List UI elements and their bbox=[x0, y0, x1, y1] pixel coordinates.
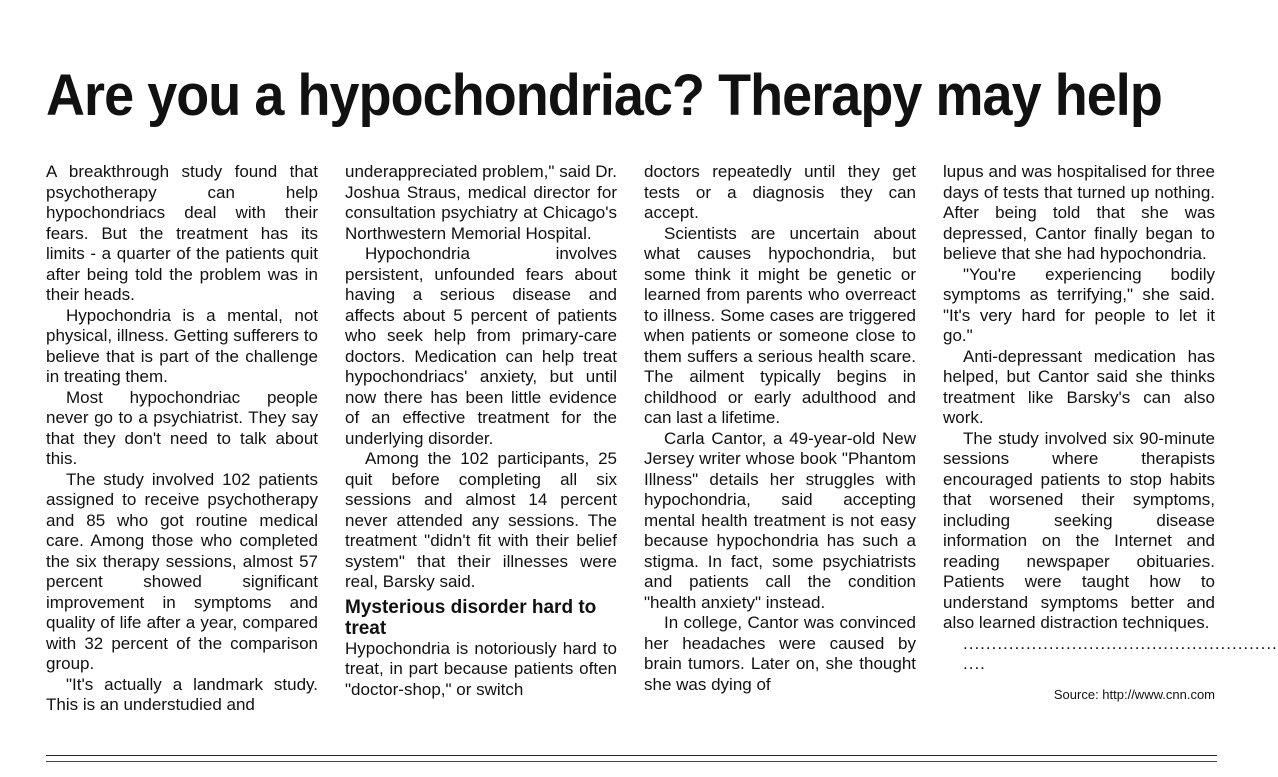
paragraph: "You're experiencing bodily symptoms as terrifying," she said. "It's very hard for people to let it go." bbox=[943, 264, 1215, 345]
article-headline: Are you a hypochondriac? Therapy may help bbox=[46, 63, 1162, 128]
paragraph: Hypochondria is notoriously hard to treat, in part because patients often "doctor-shop," or switch bbox=[345, 638, 617, 699]
article-column-2 bbox=[345, 162, 617, 700]
bottom-rule-secondary bbox=[46, 761, 1217, 762]
paragraph: The study involved six 90-minute sessions where therapists encouraged patients to stop habits that worsened their symptoms, including seeking disease information on the Internet and reading newspaper obituaries. Patients were taught how to understand symptoms better and also learned distraction techniques. bbox=[943, 428, 1215, 632]
paragraph: underappreciated problem," said Dr. Joshua Straus, medical director for consultation psychiatry at Chicago's Northwestern Memorial Hospital. bbox=[345, 162, 617, 243]
paragraph: Anti-depressant medication has helped, but Cantor said she thinks treatment like Barsky's can also work. bbox=[943, 346, 1215, 427]
article-column-3 bbox=[644, 162, 916, 695]
paragraph: Scientists are uncertain about what causes hypochondria, but some think it might be genetic or learned from parents who overreact to illness. Some cases are triggered when patients or someone close to them suffers a serious health scare. The ailment typically begins in childhood or early adulthood and can last a lifetime. bbox=[644, 223, 916, 427]
paragraph: A breakthrough study found that psychotherapy can help hypochondriacs deal with their fears. But the treatment has its limits - a quarter of the patients quit after being told the problem was in their heads. bbox=[46, 162, 318, 304]
bottom-rule bbox=[46, 755, 1217, 756]
paragraph: Hypochondria involves persistent, unfounded fears about having a serious disease and affects about 5 percent of patients who seek help from primary-care doctors. Medication can help treat hypochondriacs' anxiety, but until now there has been little evidence of an effective treatment for the underlying disorder. bbox=[345, 244, 617, 448]
paragraph: doctors repeatedly until they get tests or a diagnosis they can accept. bbox=[644, 162, 916, 222]
paragraph: Hypochondria is a mental, not physical, illness. Getting sufferers to believe that is part of the challenge in treating them. bbox=[46, 305, 318, 386]
paragraph: In college, Cantor was convinced her headaches were caused by brain tumors. Later on, she thought she was dying of bbox=[644, 613, 916, 694]
paragraph: lupus and was hospitalised for three days of tests that turned up nothing. After being told that she was depressed, Cantor finally began to believe that she had hypochondria. bbox=[943, 162, 1215, 263]
subheading: Mysterious disorder hard to treat bbox=[345, 596, 597, 639]
paragraph: The study involved 102 patients assigned to receive psychotherapy and 85 who got routine medical care. Among those who completed the six therapy sessions, almost 57 percent showed significant improvement in symptoms and quality of life after a year, compared with 32 percent of the comparison group. bbox=[46, 469, 318, 673]
source-credit: Source: http://www.cnn.com bbox=[1053, 686, 1215, 702]
paragraph: Most hypochondriac people never go to a psychiatrist. They say that they don't need to talk about this. bbox=[46, 387, 318, 468]
dotted-leader-end: .... bbox=[963, 654, 986, 673]
paragraph: Carla Cantor, a 49-year-old New Jersey writer whose book "Phantom Illness" details her struggles with hypochondria, said accepting mental health treatment is not easy because hypochondria has such a stigma. In fact, some psychiatrists and patients call the condition "health anxiety" instead. bbox=[644, 428, 916, 612]
article-column-4 bbox=[943, 162, 1278, 705]
dotted-leader: ....................................................... bbox=[963, 633, 1278, 653]
paragraph: Among the 102 participants, 25 quit before completing all six sessions and almost 14 percent never attended any sessions. The treatment "didn't fit with their belief system" that their illnesses were real, Barsky said. bbox=[345, 449, 617, 591]
article-column-1 bbox=[46, 162, 318, 716]
paragraph: "It's actually a landmark study. This is an understudied and bbox=[46, 674, 318, 714]
